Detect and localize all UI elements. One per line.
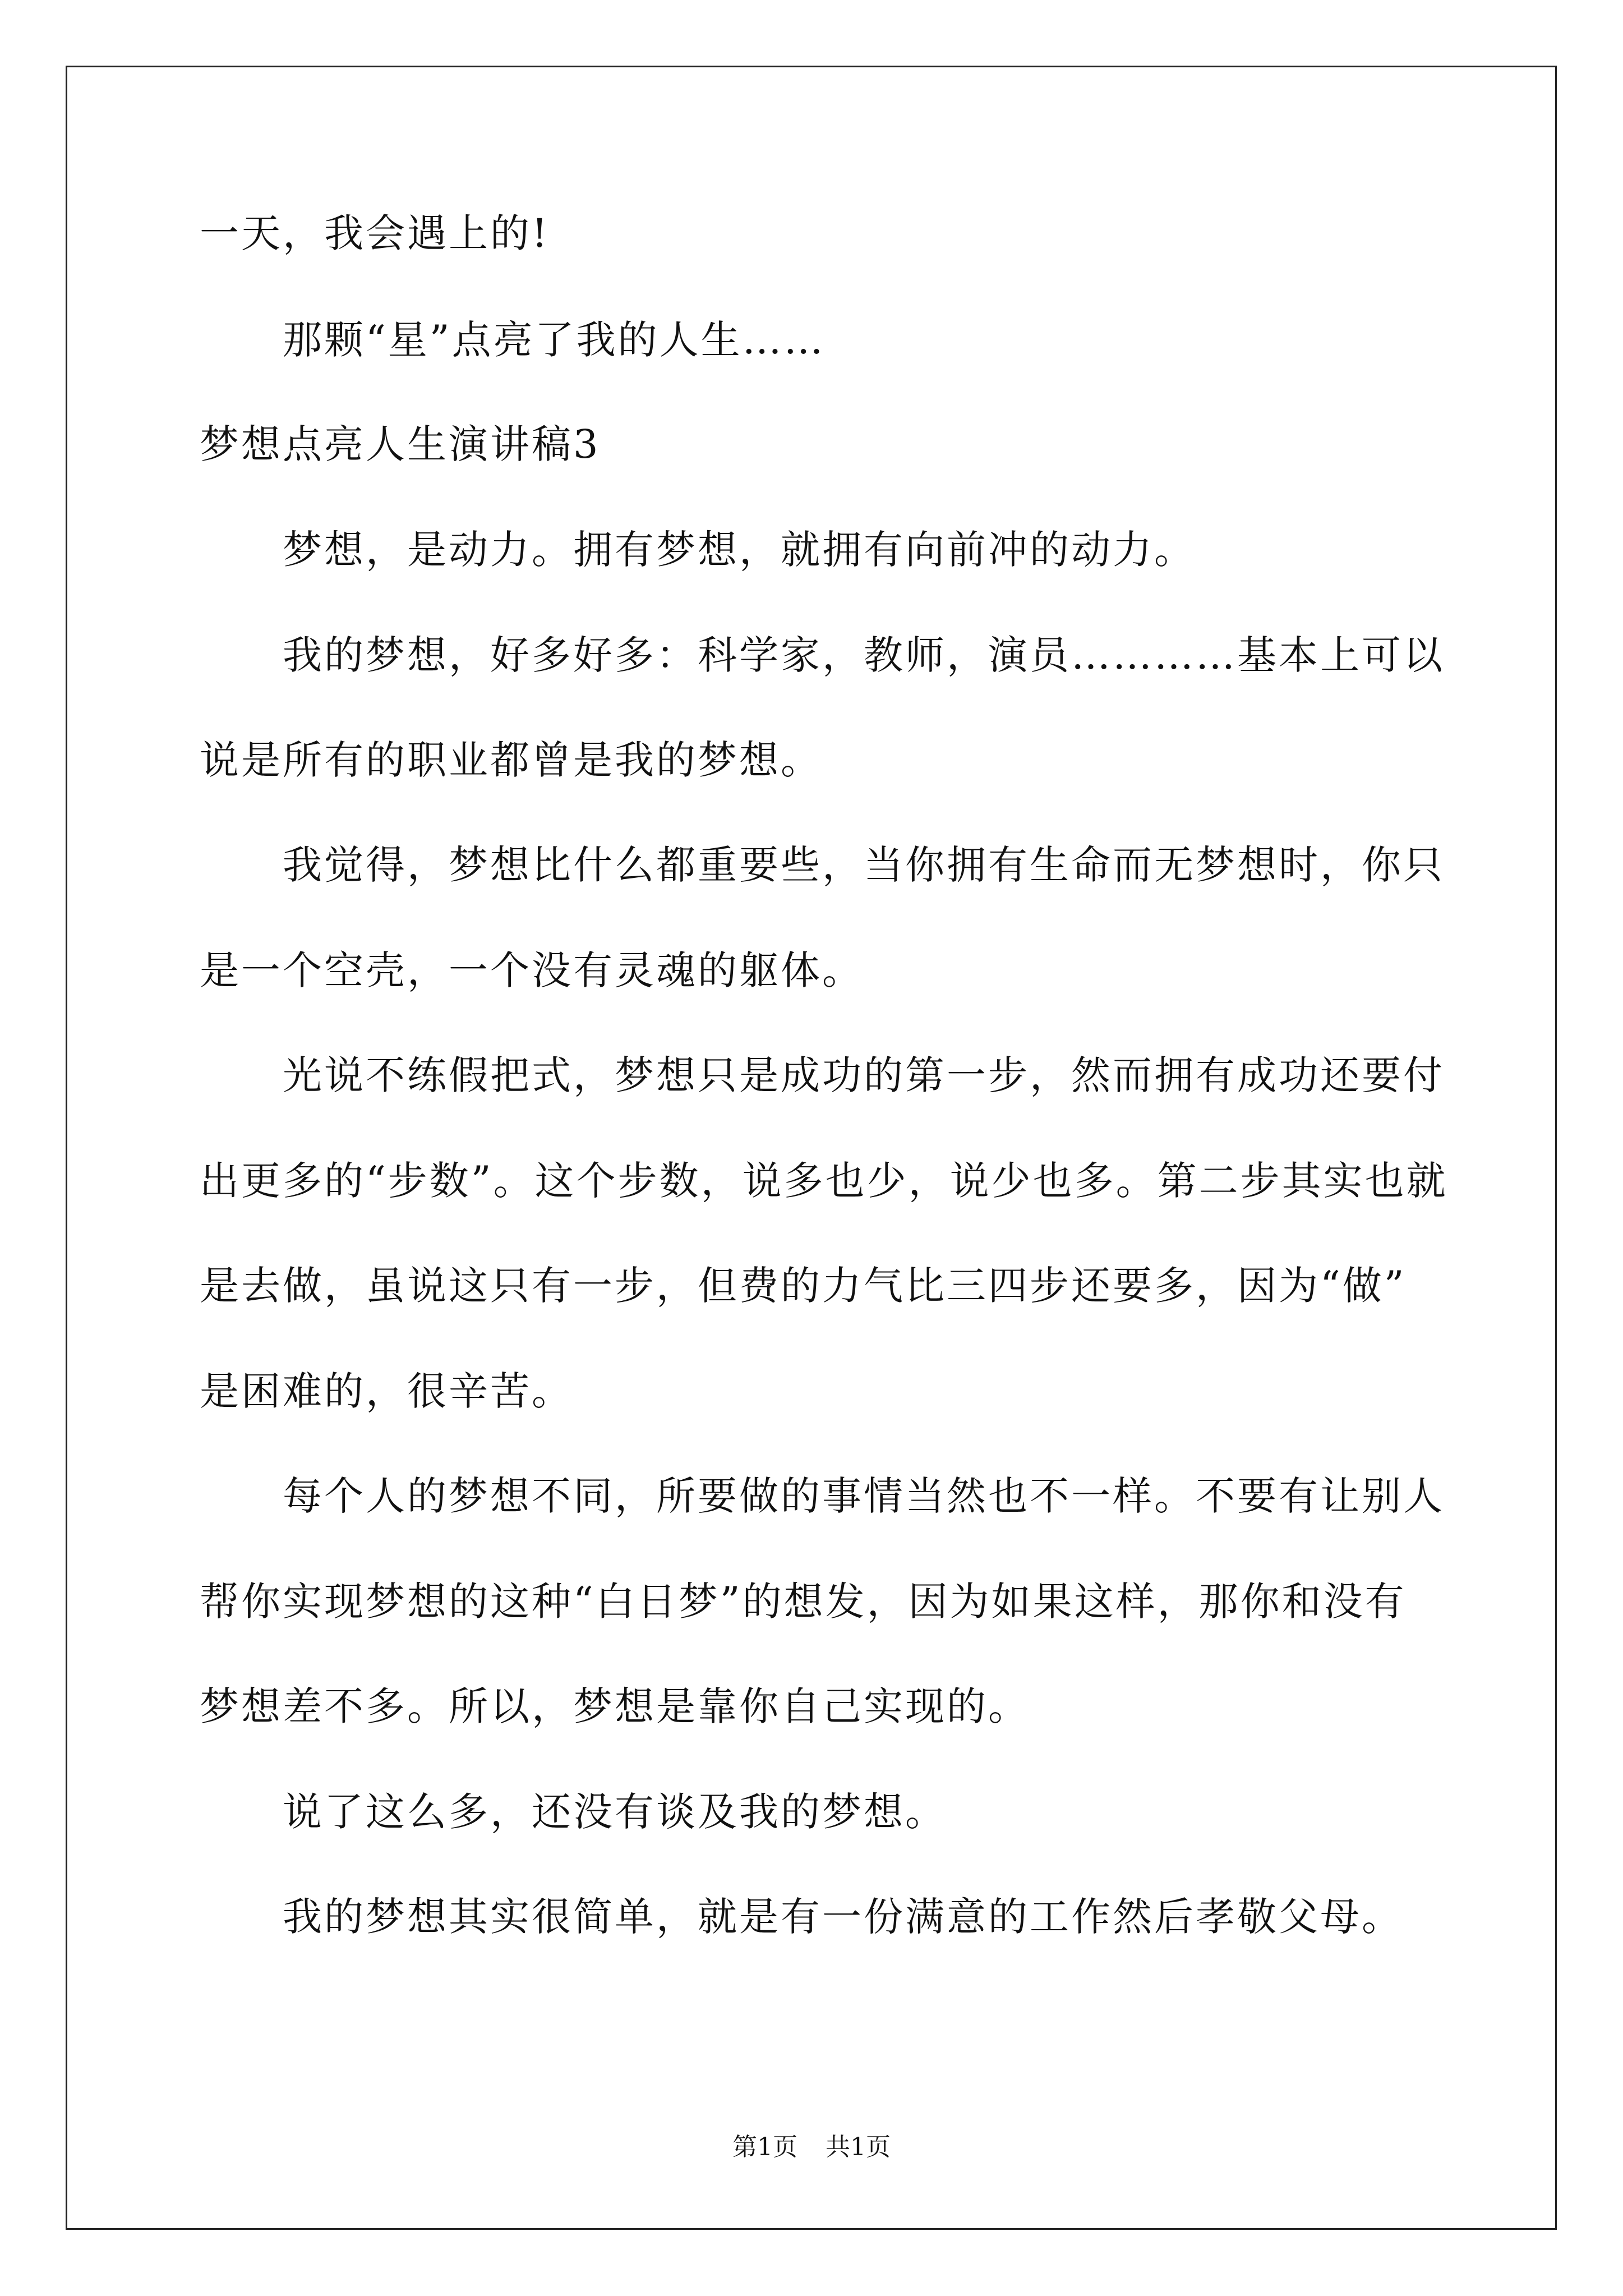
text-line: 梦想差不多。所以，梦想是靠你自己实现的。 <box>200 1683 1030 1729</box>
text-line: 出更多的“步数”。这个步数，说多也少，说少也多。第二步其实也就 <box>200 1158 1448 1204</box>
text-line: 是困难的，很辛苦。 <box>200 1368 573 1414</box>
page-footer <box>0 2131 1623 2164</box>
text-line: 每个人的梦想不同，所要做的事情当然也不一样。不要有让别人 <box>283 1473 1445 1519</box>
page-total: 共1页 <box>826 2133 891 2161</box>
text-line: 那颗“星”点亮了我的人生…… <box>283 317 826 363</box>
text-line: 我的梦想其实很简单，就是有一份满意的工作然后孝敬父母。 <box>283 1894 1403 1940</box>
text-line: 是去做，虽说这只有一步，但费的力气比三四步还要多，因为“做” <box>200 1263 1407 1309</box>
text-line: 光说不练假把式，梦想只是成功的第一步，然而拥有成功还要付 <box>283 1052 1445 1098</box>
section-heading: 梦想点亮人生演讲稿3 <box>200 421 601 467</box>
text-line: 我的梦想，好多好多：科学家，教师，演员…………基本上可以 <box>283 632 1445 678</box>
text-line: 说是所有的职业都曾是我的梦想。 <box>200 737 822 783</box>
text-line: 一天，我会遇上的! <box>200 210 550 256</box>
text-line: 是一个空壳，一个没有灵魂的躯体。 <box>200 947 864 993</box>
text-line: 帮你实现梦想的这种“白日梦”的想发，因为如果这样，那你和没有 <box>200 1579 1407 1625</box>
text-line: 说了这么多，还没有谈及我的梦想。 <box>283 1789 947 1835</box>
text-line: 梦想，是动力。拥有梦想，就拥有向前冲的动力。 <box>283 527 1196 573</box>
text-line: 我觉得，梦想比什么都重要些，当你拥有生命而无梦想时，你只 <box>283 842 1445 888</box>
page-number: 第1页 <box>732 2133 797 2161</box>
